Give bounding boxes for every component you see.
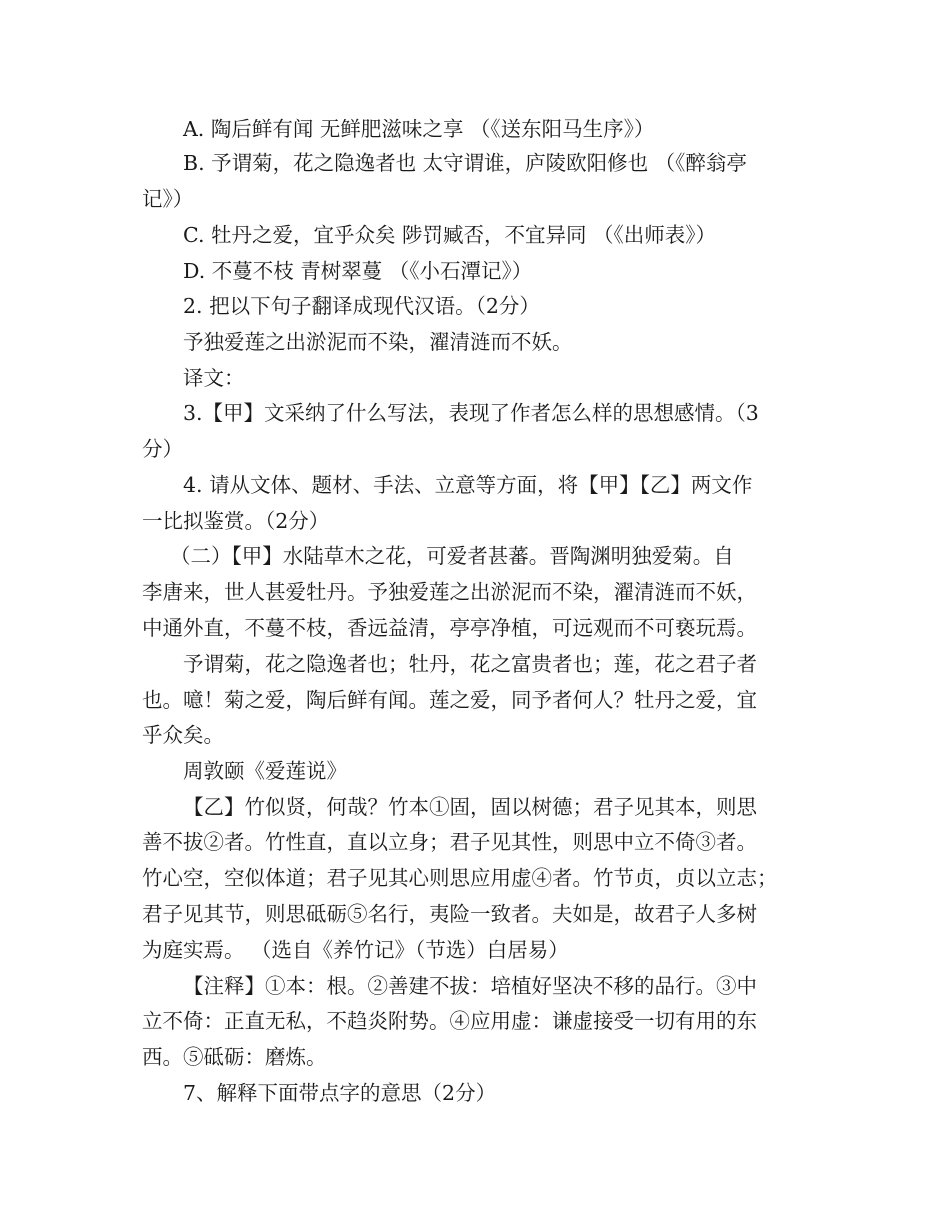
passage-jia-line5: 也。噫！菊之爱，陶后鲜有闻。莲之爱，同予者何人？牡丹之爱，宜 — [142, 688, 757, 712]
question-7: 7、解释下面带点字的意思（2分） — [183, 1081, 497, 1105]
passage-yi-line5: 为庭实焉。 （选自《养竹记》（节选）白居易） — [142, 938, 569, 962]
notes-line2: 立不倚：正直无私，不趋炎附势。④应用虚：谦虚接受一切有用的东 — [142, 1009, 757, 1033]
passage-yi-line2: 善不拔②者。竹性直，直以立身；君子见其性，则思中立不倚③者。 — [142, 830, 757, 854]
passage-jia-line4: 予谓菊，花之隐逸者也；牡丹，花之富贵者也；莲，花之君子者 — [183, 652, 757, 676]
option-d: D. 不蔓不枝 青树翠蔓 （《小石潭记》） — [183, 259, 533, 283]
question-2-sentence: 予独爱莲之出淤泥而不染，濯清涟而不妖。 — [183, 330, 573, 354]
passage-jia-line6: 乎众矣。 — [142, 723, 224, 747]
passage-jia-line1: （二）【甲】水陆草木之花，可爱者甚蕃。晋陶渊明独爱菊。自 — [170, 544, 734, 568]
passage-yi-line4: 君子见其节，则思砥砺⑤名行，夷险一致者。夫如是，故君子人多树 — [142, 902, 757, 926]
notes-line1: 【注释】①本：根。②善建不拔：培植好坚决不移的品行。③中 — [183, 974, 757, 998]
question-3-line1: 3.【甲】文采纳了什么写法，表现了作者怎么样的思想感情。（3 — [183, 401, 759, 425]
passage-jia-line2: 李唐来，世人甚爱牡丹。予独爱莲之出淤泥而不染，濯清涟而不妖， — [142, 580, 757, 604]
passage-yi-line3: 竹心空，空似体道；君子见其心则思应用虚④者。竹节贞，贞以立志； — [142, 866, 778, 890]
question-4-line1: 4. 请从文体、题材、手法、立意等方面，将【甲】【乙】两文作 — [183, 473, 753, 497]
passage-jia-line3: 中通外直，不蔓不枝，香远益清，亭亭净植，可远观而不可亵玩焉。 — [142, 616, 757, 640]
passage-yi-line1: 【乙】竹似贤，何哉？竹本①固，固以树德；君子见其本，则思 — [183, 795, 757, 819]
translation-label: 译文： — [183, 366, 245, 390]
option-b-line1: B. 予谓菊，花之隐逸者也 太守谓谁，庐陵欧阳修也 （《醉翁亭 — [183, 151, 747, 175]
option-b-line2: 记》） — [142, 187, 194, 211]
option-a: A. 陶后鲜有闻 无鲜肥滋味之享 （《送东阳马生序》） — [183, 117, 655, 141]
passage-jia-source: 周敦颐《爱莲说》 — [183, 759, 347, 783]
question-2: 2. 把以下句子翻译成现代汉语。（2分） — [183, 294, 540, 318]
notes-line3: 西。⑤砥砺：磨炼。 — [142, 1045, 327, 1069]
question-3-line2: 分） — [142, 437, 183, 461]
question-4-line2: 一比拟鉴赏。（2分） — [142, 509, 330, 533]
option-c: C. 牡丹之爱，宜乎众矣 陟罚臧否，不宜异同 （《出师表》） — [183, 223, 717, 247]
